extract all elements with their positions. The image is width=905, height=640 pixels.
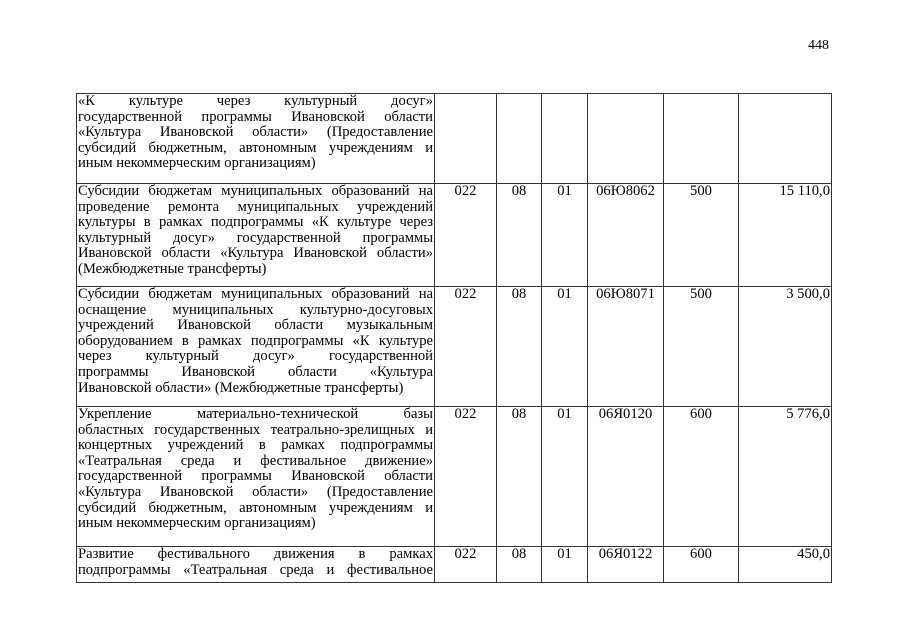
subsection-code: 01	[542, 287, 588, 407]
expense-type-code: 500	[664, 184, 739, 287]
target-article-code: 06Ю8071	[588, 287, 664, 407]
description-line: Субсидии бюджетам муниципальных образований на	[78, 183, 433, 199]
description-line: «Театральная среда и фестивальное движение»	[78, 452, 433, 469]
subsection-code: 01	[542, 407, 588, 547]
table-row	[77, 184, 832, 287]
row-description	[77, 407, 435, 547]
subsection-code: 01	[542, 547, 588, 583]
section-code: 08	[497, 407, 542, 547]
description-line: Ивановской области» (Межбюджетные трансферты)	[78, 379, 404, 396]
row-description	[77, 287, 435, 407]
description-line: учреждений Ивановской области музыкальным	[78, 317, 433, 334]
description-line: Субсидии бюджетам муниципальных образований на	[78, 286, 433, 302]
ministry-code: 022	[435, 184, 497, 287]
section-code: 08	[497, 547, 542, 583]
description-line: субсидий бюджетным, автономным учреждениям и	[78, 499, 433, 516]
expense-type-code: 500	[664, 287, 739, 407]
description-line: культуры в рамках подпрограммы «К культуре через	[78, 214, 433, 231]
subsection-code: 01	[542, 184, 588, 287]
subsection-code	[542, 94, 588, 184]
expense-type-code: 600	[664, 547, 739, 583]
description-line: «К культуре через культурный досуг»	[78, 93, 433, 109]
description-line: оснащение муниципальных культурно-досуговых	[78, 301, 433, 318]
description-line: государственной программы Ивановской области	[78, 468, 433, 485]
ministry-code: 022	[435, 547, 497, 583]
description-line: «Культура Ивановской области» (Предоставление	[78, 483, 433, 500]
row-description	[77, 547, 435, 583]
amount: 5 776,0	[739, 407, 832, 547]
description-line: государственной программы Ивановской области	[78, 108, 433, 125]
target-article-code: 06Я0120	[588, 407, 664, 547]
section-code	[497, 94, 542, 184]
expense-type-code: 600	[664, 407, 739, 547]
ministry-code: 022	[435, 287, 497, 407]
row-description	[77, 184, 435, 287]
description-line: проведение ремонта муниципальных учреждений	[78, 198, 433, 215]
amount	[739, 94, 832, 184]
table-row	[77, 94, 832, 184]
description-line: через культурный досуг» государственной	[78, 348, 433, 365]
description-line: подпрограммы «Театральная среда и фестивальное	[78, 561, 433, 578]
section-code: 08	[497, 287, 542, 407]
section-code: 08	[497, 184, 542, 287]
description-line: субсидий бюджетным, автономным учреждениям и	[78, 139, 433, 156]
description-line: программы Ивановской области «Культура	[78, 363, 433, 380]
description-line: Развитие фестивального движения в рамках	[78, 546, 433, 562]
target-article-code: 06Я0122	[588, 547, 664, 583]
description-line: культурный досуг» государственной программы	[78, 229, 433, 246]
amount: 15 110,0	[739, 184, 832, 287]
ministry-code: 022	[435, 407, 497, 547]
table-row	[77, 287, 832, 407]
table-row	[77, 547, 832, 583]
description-line: (Межбюджетные трансферты)	[78, 260, 267, 277]
amount: 3 500,0	[739, 287, 832, 407]
description-line: оборудованием в рамках подпрограммы «К культуре	[78, 332, 433, 349]
description-line: концертных учреждений в рамках подпрограммы	[78, 437, 433, 454]
description-line: «Культура Ивановской области» (Предоставление	[78, 124, 433, 141]
amount: 450,0	[739, 547, 832, 583]
description-line: областных государственных театрально-зрелищных и	[78, 421, 433, 438]
budget-table	[76, 93, 832, 583]
row-description	[77, 94, 435, 184]
description-line: иным некоммерческим организациям)	[78, 155, 316, 172]
table-row	[77, 407, 832, 547]
description-line: Укрепление материально-технической базы	[78, 406, 433, 422]
expense-type-code	[664, 94, 739, 184]
description-line: иным некоммерческим организациям)	[78, 515, 316, 532]
description-line: Ивановской области «Культура Ивановской области»	[78, 245, 433, 262]
ministry-code	[435, 94, 497, 184]
target-article-code	[588, 94, 664, 184]
page-number: 448	[808, 38, 829, 53]
target-article-code: 06Ю8062	[588, 184, 664, 287]
